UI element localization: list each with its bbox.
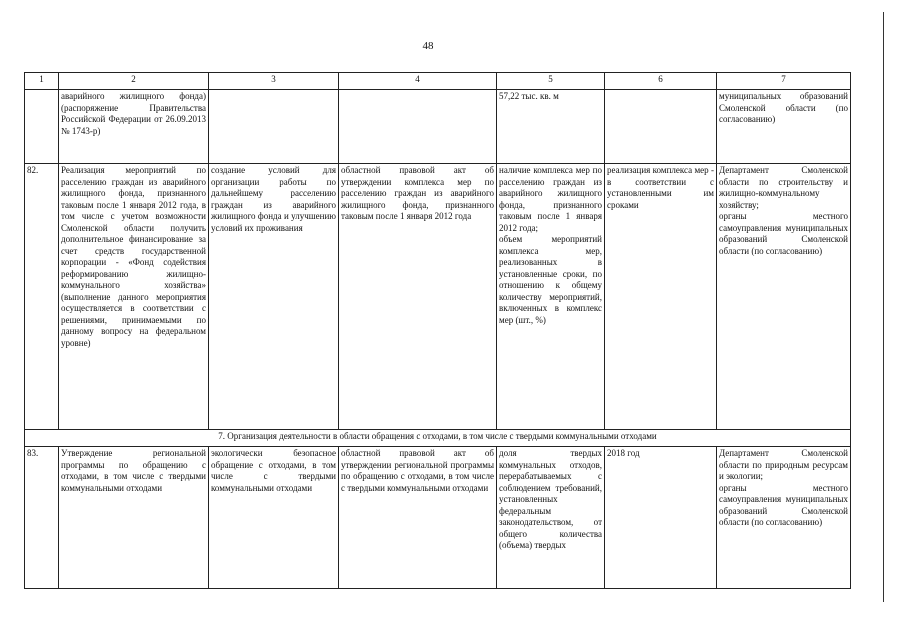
table-cell: доля твердых коммунальных отходов, перерабатываемых с соблюдением требований, установленных федеральным законодательством, от общего количества (объема) твердых bbox=[497, 447, 605, 589]
margin-rule bbox=[883, 12, 884, 602]
column-header: 3 bbox=[209, 73, 339, 90]
table-cell: муниципальных образований Смоленской области (по согласованию) bbox=[717, 90, 851, 164]
section-heading: 7. Организация деятельности в области обращения с отходами, в том числе с твердыми коммунальными отходами bbox=[25, 430, 851, 447]
column-header: 2 bbox=[59, 73, 209, 90]
table-cell: аварийного жилищного фонда) (распоряжение Правительства Российской Федерации от 26.09.2013 № 1743-р) bbox=[59, 90, 209, 164]
table-row-82 bbox=[25, 164, 851, 430]
column-header: 1 bbox=[25, 73, 59, 90]
column-header: 4 bbox=[339, 73, 497, 90]
table-cell: 57,22 тыс. кв. м bbox=[497, 90, 605, 164]
table-cell bbox=[25, 90, 59, 164]
measures-table bbox=[24, 72, 851, 589]
row-number: 82. bbox=[25, 164, 59, 430]
cell-text: Департамент Смоленской области по природным ресурсам и экологии; органы местного самоуправления муниципальных образований Смоленской области (по согласованию) bbox=[719, 448, 848, 527]
table-cell: экологически безопасное обращение с отходами, в том числе с твердыми коммунальными отходами bbox=[209, 447, 339, 589]
table-cell bbox=[497, 164, 605, 430]
table-row-continued bbox=[25, 90, 851, 164]
table-cell: Реализация мероприятий по расселению граждан из аварийного жилищного фонда, признанного таковым после 1 января 2012 года, в том числе с учетом возможности Смоленской области получить дополнительное финансирование за счет средств государственной корпорации - «Фонд содействия реформированию жилищно-коммунального хозяйства» (выполнение данного мероприятия осуществляется в соответствии с решениями, принимаемыми по данному вопросу на федеральном уровне) bbox=[59, 164, 209, 430]
table-cell: областной правовой акт об утверждении региональной программы по обращению с отходами, в том числе с твердыми коммунальными отходами bbox=[339, 447, 497, 589]
cell-text: наличие комплекса мер по расселению граждан из аварийного жилищного фонда, признанного таковым после 1 января 2012 года; объем мероприятий комплекса мер, реализованных в установленные сроки, по отношению к общему количеству мероприятий, включенных в комплекс мер (шт., %) bbox=[499, 165, 602, 325]
column-header: 5 bbox=[497, 73, 605, 90]
table-cell bbox=[717, 164, 851, 430]
table-cell: реализация комплекса мер - в соответствии с установленными им сроками bbox=[605, 164, 717, 430]
column-number-row bbox=[25, 73, 851, 90]
table-row-83 bbox=[25, 447, 851, 589]
table-cell bbox=[717, 447, 851, 589]
table-cell bbox=[209, 90, 339, 164]
table-cell: областной правовой акт об утверждении комплекса мер по расселению граждан из аварийного жилищного фонда, признанного таковым после 1 января 2012 года bbox=[339, 164, 497, 430]
row-number: 83. bbox=[25, 447, 59, 589]
column-header: 7 bbox=[717, 73, 851, 90]
section-heading-row bbox=[25, 430, 851, 447]
page-number: 48 bbox=[422, 40, 434, 52]
column-header: 6 bbox=[605, 73, 717, 90]
table-cell bbox=[339, 90, 497, 164]
table-cell bbox=[605, 90, 717, 164]
table-cell: 2018 год bbox=[605, 447, 717, 589]
table-cell: Утверждение региональной программы по обращению с отходами, в том числе с твердыми коммунальными отходами bbox=[59, 447, 209, 589]
table-cell: создание условий для организации работы по дальнейшему расселению граждан из аварийного жилищного фонда и улучшению условий их проживания bbox=[209, 164, 339, 430]
cell-text: Департамент Смоленской области по строительству и жилищно-коммунальному хозяйству; органы местного самоуправления муниципальных образований Смоленской области (по согласованию) bbox=[719, 165, 848, 256]
